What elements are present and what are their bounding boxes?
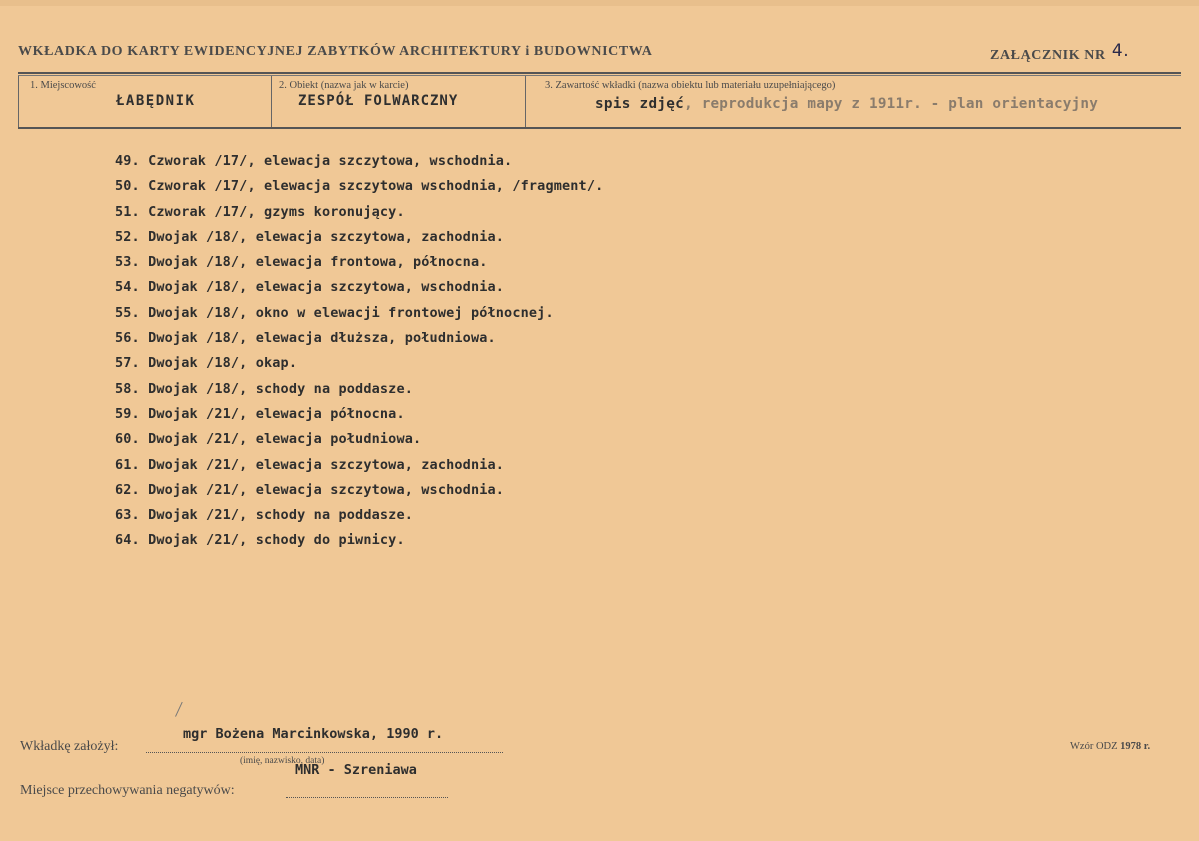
list-item: 53. Dwojak /18/, elewacja frontowa, północna. <box>115 254 488 271</box>
list-item: 58. Dwojak /18/, schody na poddasze. <box>115 380 413 397</box>
contents-value-rest: , reprodukcja mapy z 1911r. - plan orientacyjny <box>684 96 1099 112</box>
paper-edge <box>0 0 1199 6</box>
list-item: 63. Dwojak /21/, schody na poddasze. <box>115 507 413 524</box>
list-item: 62. Dwojak /21/, elewacja szczytowa, wschodnia. <box>115 481 505 498</box>
list-item: 50. Czworak /17/, elewacja szczytowa wschodnia, /fragment/. <box>115 178 604 195</box>
object-label: 2. Obiekt (nazwa jak w karcie) <box>279 80 409 91</box>
storage-value: MNR - Szreniawa <box>295 762 417 778</box>
form-code <box>1070 741 1150 752</box>
locality-label: 1. Miejscowość <box>30 80 96 91</box>
list-item: 64. Dwojak /21/, schody do piwnicy. <box>115 532 405 549</box>
attachment-number-value: 4. <box>1111 41 1130 61</box>
form-title: WKŁADKA DO KARTY EWIDENCYJNEJ ZABYTKÓW ARCHITEKTURY i BUDOWNICTWA <box>18 44 653 59</box>
list-item: 52. Dwojak /18/, elewacja szczytowa, zachodnia. <box>115 228 505 245</box>
locality-value: ŁABĘDNIK <box>116 93 196 109</box>
created-by-hint: (imię, nazwisko, data) <box>240 756 325 766</box>
storage-dotted-line <box>286 797 448 798</box>
list-item: 59. Dwojak /21/, elewacja północna. <box>115 405 405 422</box>
field-divider-left <box>18 76 19 128</box>
photo-list <box>115 151 603 556</box>
header-rule <box>18 72 1181 74</box>
contents-label: 3. Zawartość wkładki (nazwa obiektu lub materiału uzupełniającego) <box>545 80 836 91</box>
object-value: ZESPÓŁ FOLWARCZNY <box>298 93 459 109</box>
header-rule-thin <box>18 75 1181 76</box>
list-item: 51. Czworak /17/, gzyms koronujący. <box>115 203 405 220</box>
attachment-number <box>990 41 1130 64</box>
field-divider-1 <box>271 76 272 128</box>
attachment-label: ZAŁĄCZNIK NR <box>990 48 1106 63</box>
created-by-label: Wkładkę założył: <box>20 739 119 754</box>
list-item: 56. Dwojak /18/, elewacja dłuższa, południowa. <box>115 330 496 347</box>
list-item: 57. Dwojak /18/, okap. <box>115 355 298 372</box>
contents-value <box>595 96 1098 112</box>
form-code-year: 1978 r. <box>1120 741 1151 752</box>
list-item: 49. Czworak /17/, elewacja szczytowa, wschodnia. <box>115 153 513 169</box>
contents-value-main: spis zdjęć <box>595 96 685 112</box>
field-divider-2 <box>525 76 526 128</box>
list-item: 60. Dwojak /21/, elewacja południowa. <box>115 431 422 448</box>
pencil-mark <box>175 702 190 720</box>
form-code-prefix: Wzór ODZ <box>1070 741 1118 752</box>
storage-label: Miejsce przechowywania negatywów: <box>20 783 235 798</box>
created-by-value: mgr Bożena Marcinkowska, 1990 r. <box>183 726 444 742</box>
list-item: 61. Dwojak /21/, elewacja szczytowa, zachodnia. <box>115 456 505 473</box>
fields-bottom-rule <box>18 127 1181 129</box>
created-by-dotted-line <box>146 752 503 753</box>
list-item: 54. Dwojak /18/, elewacja szczytowa, wschodnia. <box>115 279 505 296</box>
list-item: 55. Dwojak /18/, okno w elewacji frontowej północnej. <box>115 304 554 321</box>
